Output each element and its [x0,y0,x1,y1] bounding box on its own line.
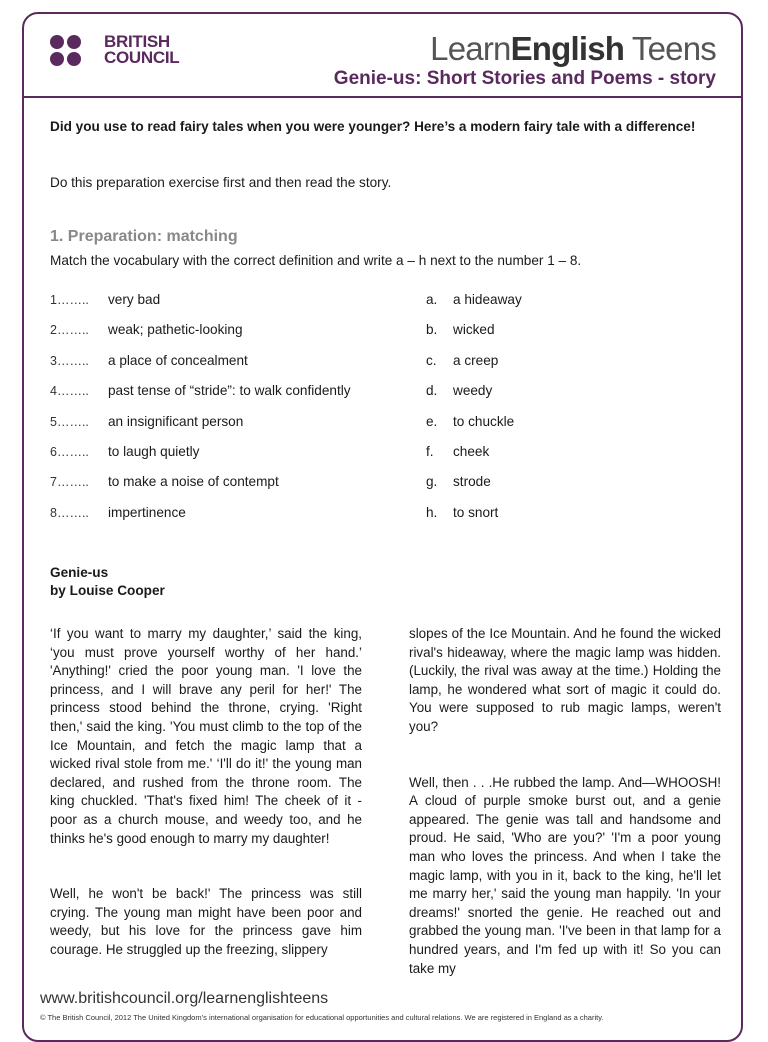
answer-blank[interactable]: 6…….. [50,444,89,459]
vocabulary-letter: a. [426,292,438,307]
brand-bold: English [510,30,625,67]
vocabulary-word: cheek [453,443,490,459]
logo-dots-icon [50,35,98,66]
footer-copyright: © The British Council, 2012 The United Kingdom’s international organisation for educational opportunities and cultural relations. We are registered in England as a charity. [40,1013,604,1022]
definition-row [50,505,351,535]
story-heading [50,564,165,600]
answer-blank[interactable]: 7…….. [50,475,89,490]
vocabulary-row [426,322,522,352]
vocabulary-list [426,292,522,535]
definition-text: to make a noise of contempt [108,474,279,490]
brand-light: Learn [430,30,511,67]
brand-tail: Teens [624,30,716,67]
vocabulary-row [426,474,522,504]
vocabulary-word: strode [453,474,491,490]
definition-text: past tense of “stride”: to walk confidently [108,383,351,399]
vocabulary-word: to chuckle [453,413,515,429]
footer-url-link[interactable]: www.britishcouncil.org/learnenglishteens [40,990,329,1007]
logo-line-2: COUNCIL [104,48,180,67]
definition-text: a place of concealment [108,352,248,368]
definition-row [50,474,351,504]
definition-text: impertinence [108,504,186,520]
vocabulary-word: a creep [453,352,499,368]
story-title: Genie-us [50,565,109,580]
definition-row [50,444,351,474]
vocabulary-word: a hideaway [453,292,522,307]
vocabulary-letter: c. [426,352,437,368]
answer-blank[interactable]: 4…….. [50,384,89,399]
vocabulary-letter: b. [426,322,438,338]
definition-text: weak; pathetic-looking [108,322,243,338]
vocabulary-word: to snort [453,504,499,520]
vocabulary-row [426,505,522,535]
story-author: by Louise Cooper [50,583,165,598]
vocabulary-row [426,444,522,474]
vocabulary-row [426,383,522,413]
vocabulary-letter: d. [426,383,438,399]
logo-line-1: BRITISH [104,32,170,51]
story-column-left [50,625,362,960]
answer-blank[interactable]: 3…….. [50,353,89,368]
intro-question: Did you use to read fairy tales when you were younger? Here’s a modern fairy tale with a difference! [50,119,696,134]
definition-row [50,383,351,413]
definition-text: an insignificant person [108,413,244,429]
definitions-list [50,292,351,535]
vocabulary-row [426,292,522,322]
story-paragraph: slopes of the Ice Mountain. And he found the wicked rival's hideaway, where the magic lamp was hidden. (Luckily, the rival was away at the time.) Holding the lamp, he wondered what sort of magic it could do. You were supposed to rub magic lamps, weren't you? [409,626,721,734]
story-column-right [409,625,721,978]
preparation-title: 1. Preparation: matching [50,228,238,245]
definition-row [50,414,351,444]
vocabulary-letter: e. [426,413,438,429]
header-divider [22,96,743,98]
page-subtitle: Genie-us: Short Stories and Poems - story [333,68,716,89]
answer-blank[interactable]: 1…….. [50,293,89,307]
learnenglish-teens-brand [430,30,716,68]
answer-blank[interactable]: 2…….. [50,323,89,338]
definition-text: very bad [108,292,161,307]
definition-row [50,353,351,383]
story-paragraph: Well, then . . .He rubbed the lamp. And—WHOOSH! A cloud of purple smoke burst out, and a genie appeared. The genie was tall and handsome and proud. He said, 'Who are you?' 'I'm a poor young man who loves the princess. And when I take the magic lamp, with you in it, back to the king, he'll let me marry her,' said the young man happily. 'In your dreams!' snorted the genie. He reached out and grabbed the young man. 'I've been in that lamp for a hundred years, and I'm fed up with it! So you can take my [409,774,721,976]
vocabulary-word: weedy [453,383,493,399]
vocabulary-row [426,414,522,444]
definition-row [50,322,351,352]
answer-blank[interactable]: 8…….. [50,505,89,520]
british-council-logo [50,34,179,66]
vocabulary-letter: g. [426,474,438,490]
story-paragraph: ‘If you want to marry my daughter,’ said the king, ‘you must prove yourself worthy of her hand.’ 'Anything!' cried the poor young man. 'I love the princess, and I will brave any peril for her!' The princess stood behind the throne, crying. 'Right then,' said the king. 'You must climb to the top of the Ice Mountain, and fetch the magic lamp that a wicked rival stole from me.' ‘I'll do it!' the young man declared, and rushed from the throne room. The king chuckled. 'That's fixed him! The cheek of it - poor as a church mouse, and weedy too, and he thinks he's good enough to marry my daughter! [50,626,362,846]
vocabulary-letter: h. [426,504,438,520]
intro-instruction: Do this preparation exercise first and then read the story. [50,175,392,190]
answer-blank[interactable]: 5…….. [50,414,89,429]
definition-text: to laugh quietly [108,443,200,459]
matching-instruction: Match the vocabulary with the correct definition and write a – h next to the number 1 – 8. [50,253,582,268]
definition-row [50,292,351,322]
story-paragraph: Well, he won't be back!' The princess was still crying. The young man might have been poor and weedy, but his love for the princess gave him courage. He struggled up the freezing, slippery [50,886,362,957]
vocabulary-word: wicked [453,322,495,338]
vocabulary-letter: f. [426,443,434,459]
vocabulary-row [426,353,522,383]
